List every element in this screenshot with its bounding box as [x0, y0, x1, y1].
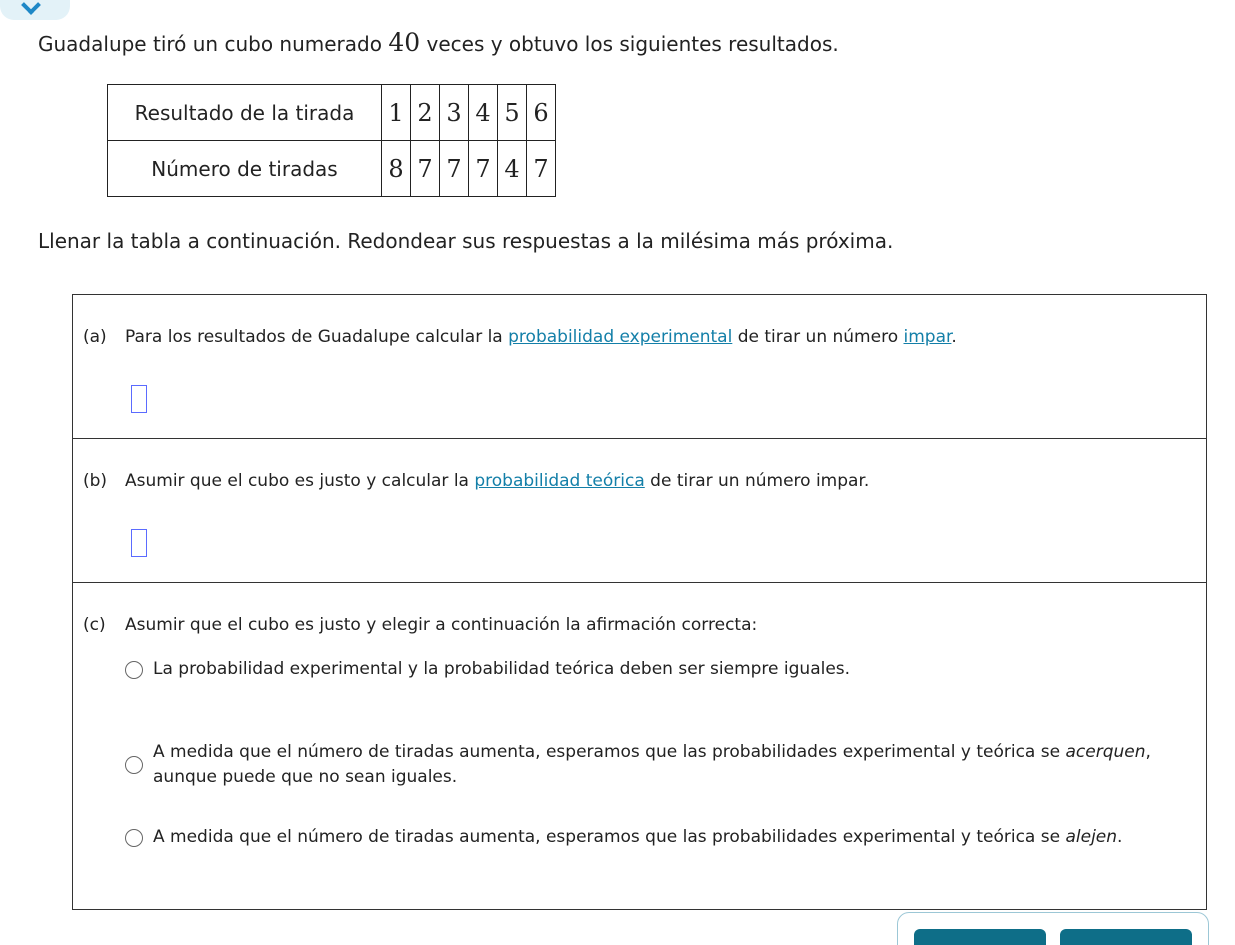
- option-3[interactable]: [125, 825, 1153, 850]
- outcome-cell: 6: [527, 85, 556, 141]
- part-c: [73, 583, 1206, 909]
- theoretical-probability-link[interactable]: probabilidad teórica: [474, 471, 645, 491]
- count-cell: 4: [498, 141, 527, 197]
- outcome-cell: 4: [469, 85, 498, 141]
- part-b-letter: (b): [83, 471, 108, 491]
- count-cell: 7: [411, 141, 440, 197]
- part-a-prompt: (a) Para los resultados de Guadalupe calcular la probabilidad experimental de tirar un número impar.: [83, 327, 957, 347]
- part-c-letter: (c): [83, 615, 106, 635]
- radio-option-3[interactable]: [125, 829, 143, 847]
- part-c-prompt: (c) Asumir que el cubo es justo y elegir a continuación la afirmación correcta:: [83, 615, 758, 635]
- table-row: [108, 141, 556, 197]
- option-3-label: A medida que el número de tiradas aumenta, esperamos que las probabilidades experimental y teórica se alejen.: [153, 827, 1123, 847]
- action-button-1[interactable]: [914, 929, 1046, 945]
- count-cell: 7: [527, 141, 556, 197]
- outcome-cell: 1: [382, 85, 411, 141]
- outcome-cell: 2: [411, 85, 440, 141]
- answer-input-a[interactable]: [131, 385, 147, 413]
- table-row: [108, 85, 556, 141]
- question-box: [72, 294, 1207, 910]
- count-cell: 7: [469, 141, 498, 197]
- problem-intro: Guadalupe tiró un cubo numerado 40 veces y obtuvo los siguientes resultados.: [38, 28, 839, 57]
- option-2-label: A medida que el número de tiradas aumenta, esperamos que las probabilidades experimental y teórica se acerquen, aunque puede que no sean iguales.: [153, 742, 1151, 787]
- count-cell: 7: [440, 141, 469, 197]
- radio-option-1[interactable]: [125, 661, 143, 679]
- experimental-probability-link[interactable]: probabilidad experimental: [508, 327, 733, 347]
- radio-option-2[interactable]: [125, 756, 143, 774]
- collapse-toggle[interactable]: [0, 0, 70, 20]
- part-a: [73, 295, 1206, 439]
- odd-link[interactable]: impar: [903, 327, 952, 347]
- option-1-label: La probabilidad experimental y la probabilidad teórica deben ser siempre iguales.: [153, 659, 851, 679]
- row-header-outcome: Resultado de la tirada: [108, 85, 382, 141]
- results-table: [107, 84, 556, 197]
- chevron-down-icon: [21, 0, 41, 15]
- outcome-cell: 3: [440, 85, 469, 141]
- count-cell: 8: [382, 141, 411, 197]
- part-b: [73, 439, 1206, 583]
- instructions: Llenar la tabla a continuación. Redondear sus respuestas a la milésima más próxima.: [38, 229, 894, 253]
- row-header-count: Número de tiradas: [108, 141, 382, 197]
- action-button-2[interactable]: [1060, 929, 1192, 945]
- action-panel: [897, 912, 1209, 945]
- option-1[interactable]: [125, 657, 1153, 682]
- part-b-prompt: (b) Asumir que el cubo es justo y calcular la probabilidad teórica de tirar un número impar.: [83, 471, 870, 491]
- outcome-cell: 5: [498, 85, 527, 141]
- answer-input-b[interactable]: [131, 529, 147, 557]
- roll-count: 40: [388, 28, 421, 57]
- part-a-letter: (a): [83, 327, 107, 347]
- option-2[interactable]: [125, 740, 1153, 790]
